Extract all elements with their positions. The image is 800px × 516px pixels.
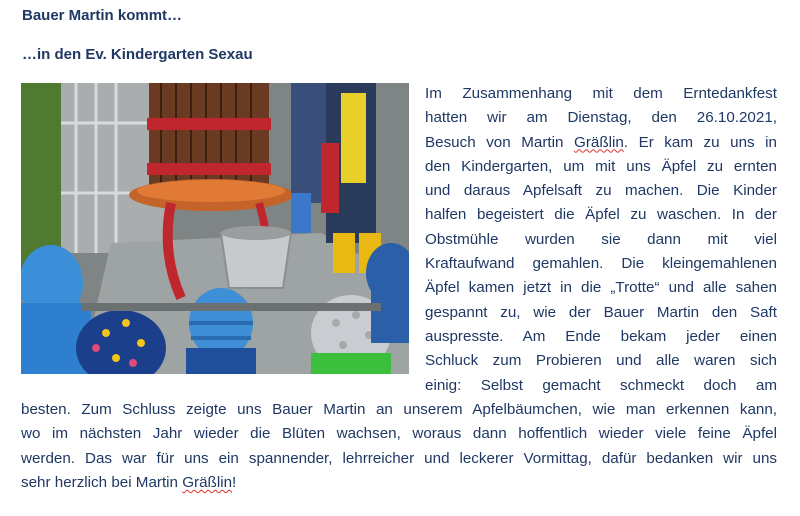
text-line: Obstmühle wurden sie dann mit viel xyxy=(425,230,777,248)
text-line: Im Zusammenhang mit dem Erntedankfest xyxy=(425,85,777,102)
text-line xyxy=(21,471,777,495)
text-line: wo im nächsten Jahr wieder die Blüten wachsen, woraus dann hoffentlich wieder viele feine Äpfel xyxy=(21,425,777,443)
text-fragment: Besuch von Martin xyxy=(425,133,574,151)
spellcheck-name: Gräßlin xyxy=(574,133,624,151)
body-column-text xyxy=(425,82,777,398)
text-line: Schluck zum Probieren und alle waren sich xyxy=(425,352,777,370)
text-fragment: sehr herzlich bei Martin xyxy=(21,473,183,491)
article-subtitle: …in den Ev. Kindergarten Sexau xyxy=(22,46,253,63)
text-line: werden. Das war für uns ein spannender, lehrreicher und leckerer Vormittag, dafür bedanken wir uns xyxy=(21,449,777,467)
text-line: den Kindergarten, um mit uns Äpfel zu ernten xyxy=(425,157,777,175)
text-line xyxy=(425,131,777,155)
text-line: Äpfel kamen jetzt in die „Trotte“ und alle sahen xyxy=(425,279,777,297)
photo-apple-press-icon xyxy=(21,83,409,374)
text-line: Kraftaufwand gemahlen. Die kleingemahlenen xyxy=(425,255,777,273)
body-full-text xyxy=(21,398,777,495)
article-photo xyxy=(21,83,409,374)
text-line: halfen begeistert die Äpfel zu waschen. In der xyxy=(425,206,777,224)
spellcheck-name: Gräßlin xyxy=(182,473,233,491)
text-line: und daraus Apfelsaft zu machen. Die Kinder xyxy=(425,182,777,200)
text-line: einig: Selbst gemacht schmeckt doch am xyxy=(425,376,777,394)
text-line: auspresste. Am Ende bekam jeder einen xyxy=(425,327,777,345)
text-line: hatten wir am Dienstag, den 26.10.2021, xyxy=(425,109,777,127)
text-line: gespannt zu, wie der Bauer Martin den Saft xyxy=(425,303,777,321)
text-line: besten. Zum Schluss zeigte uns Bauer Martin an unserem Apfelbäumchen, wie man erkennen kann, xyxy=(21,401,777,418)
text-fragment: ! xyxy=(232,473,237,491)
article-title: Bauer Martin kommt… xyxy=(22,7,183,24)
text-fragment: . Er kam zu uns in xyxy=(623,133,778,151)
